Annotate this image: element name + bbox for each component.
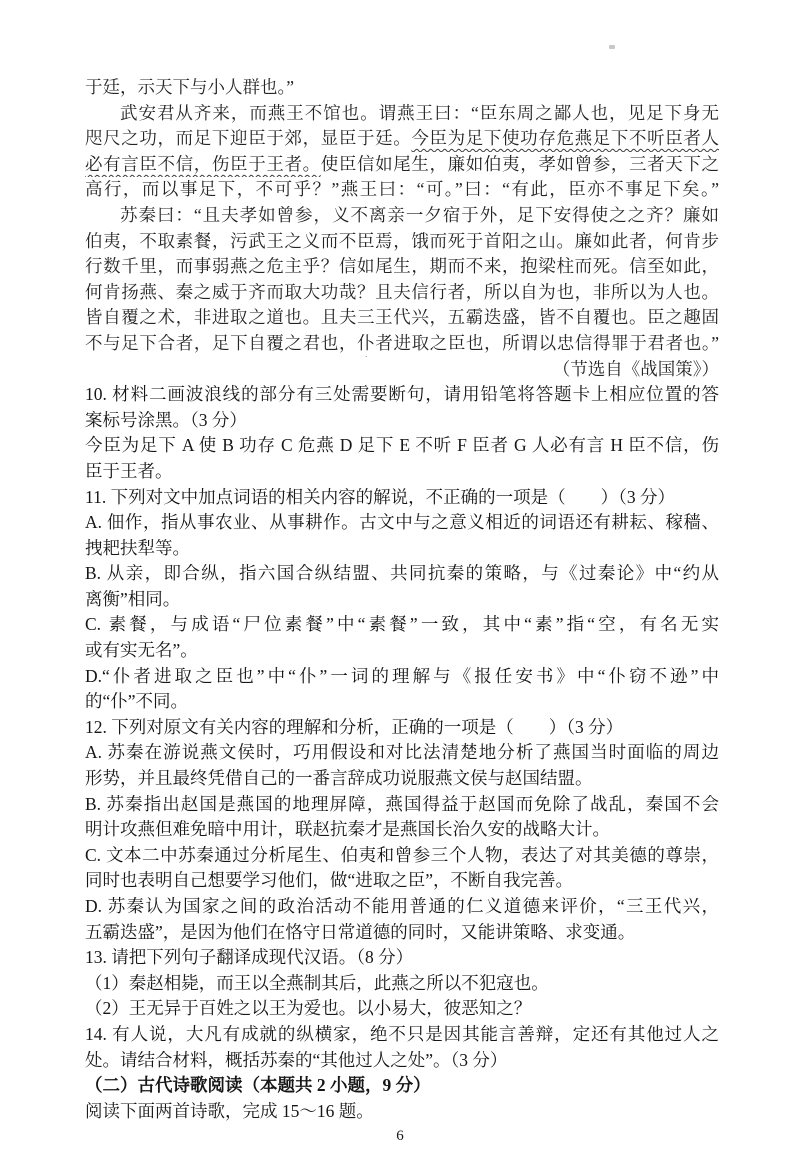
text-segment: 同时也表明自己想要学习他们，做“进取之臣”，不断自我完善。: [85, 870, 574, 891]
text-segment: 拽耙扶犁等。: [85, 537, 190, 558]
option-line: [85, 920, 719, 946]
passage-line: [85, 177, 719, 203]
option-line: [85, 561, 719, 587]
text-segment: 离衡”相同。: [85, 588, 181, 609]
passage-line: [85, 203, 719, 229]
option-line: [85, 587, 719, 613]
smudge-mark: [609, 45, 615, 49]
question-12-line: [85, 715, 719, 741]
passage-line: [85, 280, 719, 306]
text-segment: 使臣信如尾生，廉如伯夷，孝如曾参，三者天下之: [320, 153, 719, 174]
passage-line: [85, 101, 719, 127]
dots-segment: 仆: [357, 332, 376, 353]
text-segment: B. 苏秦指出赵国是燕国的地理屏障，燕国得益于赵国而免除了战乱，秦国不会: [85, 793, 719, 814]
text-segment: 10. 材料二画波浪线的部分有三处需要断句，请用铅笔将答题卡上相应位置的答: [85, 384, 719, 405]
text-segment: 于廷，示天下与小人群也。”: [85, 77, 295, 97]
question-13-line: [85, 945, 719, 971]
question-13-item: [85, 996, 719, 1022]
question-10-line: [85, 408, 719, 434]
passage-line: [85, 152, 719, 178]
option-line: [85, 612, 719, 638]
section-heading: [85, 1073, 719, 1099]
text-segment: 者进取之臣也，所谓以忠信得罪于君者也。”: [375, 332, 719, 353]
question-11-line: [85, 485, 719, 511]
text-segment: D.“仆者进取之臣也”中“仆”一词的理解与《报任安书》中“仆窃不逊”中: [85, 665, 719, 686]
text-segment: 13. 请把下列句子翻译成现代汉语。（8 分）: [85, 947, 414, 968]
option-line: [85, 843, 719, 869]
text-segment: （二）古代诗歌阅读（本题共 2 小题，9 分）: [85, 1075, 431, 1096]
option-line: [85, 792, 719, 818]
text-segment: 咫尺之功，而足下迎臣于郊，显臣于廷。: [85, 128, 412, 149]
option-line: [85, 868, 719, 894]
text-segment: 高行，而以事足下，不可乎？”燕王曰：“可。”曰：“有此，臣亦不事足下矣。”: [85, 179, 719, 200]
source-attribution: [85, 357, 719, 383]
text-segment: 明计攻燕但难免暗中用计，联赵抗秦才是燕国长治久安的战略大计。: [85, 819, 610, 840]
text-segment: 臣于王者。: [85, 460, 173, 481]
option-line: [85, 766, 719, 792]
text-segment: 或有实无名”。: [85, 640, 198, 661]
text-segment: （1）秦赵相毙，而王以全燕制其后，此燕之所以不犯寇也。: [85, 972, 549, 993]
text-segment: 处。请结合材料，概括苏秦的“其他过人之处”。（3 分）: [85, 1049, 508, 1070]
text-segment: C. 素餐，与成语“尸位素餐”中“素餐”一致，其中“素”指“空，有名无实: [85, 614, 719, 635]
question-13-item: [85, 971, 719, 997]
passage-line: [85, 331, 719, 357]
text-segment: 形势，并且最终凭借自己的一番言辞成功说服燕文侯与赵国结盟。: [85, 768, 593, 789]
option-line: [85, 536, 719, 562]
question-10-sentence: [85, 459, 719, 485]
text-segment: 11. 下列对文中加点词语的相关内容的解说，不正确的一项是（ ）（3 分）: [85, 486, 675, 507]
text-segment: 12. 下列对原文有关内容的理解和分析，正确的一项是（ ）（3 分）: [85, 716, 624, 737]
passage-line: [85, 305, 719, 331]
text-segment: 行数千里，而事弱燕之危主乎？信如尾生，期而不来，抱梁柱而死。信至如此，: [85, 256, 719, 277]
option-line: [85, 664, 719, 690]
text-segment: 五霸迭盛”，是因为他们在恪守日常道德的同时，又能讲策略、求变通。: [85, 921, 636, 942]
reading-instruction: [85, 1099, 719, 1125]
text-segment: A. 佃作，指从事农业、从事耕作。古文中与之意义相近的词语还有耕耘、稼穑、: [85, 512, 719, 533]
option-line: [85, 817, 719, 843]
wavy-segment: 必有言臣不信，伤臣于王者。: [85, 153, 321, 174]
text-segment: 14. 有人说，大凡有成就的纵横家，绝不只是因其能言善辩，定还有其他过人之: [85, 1023, 719, 1044]
text-segment: 不与足下合者，足下自覆之君也，: [85, 332, 358, 353]
text-segment: 今臣为足下 A 使 B 功存 C 危燕 D 足下 E 不听 F 臣者 G 人必有言 H 臣不信，伤: [85, 435, 719, 456]
text-segment: 案标号涂黑。（3 分）: [85, 409, 247, 430]
text-segment: 阅读下面两首诗歌，完成 15～16 题。: [85, 1100, 374, 1121]
text-segment: 皆自覆之术，非进取之道也。且夫三王代兴，五霸迭盛，皆不自覆也。臣之趣固: [85, 307, 719, 328]
passage-line: [85, 75, 719, 101]
option-line: [85, 638, 719, 664]
option-line: [85, 689, 719, 715]
page-number: 6: [396, 1128, 404, 1144]
text-segment: 武安君从齐来，而燕王不馆也。谓燕王曰：“臣东周之鄙人也，见足下身无: [120, 102, 719, 123]
question-14-line: [85, 1048, 719, 1074]
question-14-line: [85, 1022, 719, 1048]
passage-line: [85, 254, 719, 280]
option-line: [85, 740, 719, 766]
text-segment: 的“仆”不同。: [85, 691, 189, 712]
text-segment: （2）王无异于百姓之以王为爱也。以小易大，彼恶知之？: [85, 998, 532, 1019]
passage-line: [85, 126, 719, 152]
text-segment: ，污武王之义而不臣焉，饿而死于首阳之山。廉如此者，何肯步: [211, 230, 719, 251]
option-line: [85, 894, 719, 920]
question-10-line: [85, 382, 719, 408]
text-segment: A. 苏秦在游说燕文侯时，巧用假设和对比法清楚地分析了燕国当时面临的周边: [85, 742, 719, 763]
passage-line: [85, 229, 719, 255]
document-body: [85, 75, 719, 1124]
text-segment: B. 从亲，即合纵，指六国合纵结盟、共同抗秦的策略，与《过秦论》中“约从: [85, 563, 719, 584]
text-segment: 苏秦曰：“且夫孝如曾参，义不离亲一夕宿于外，足下安得使之之齐？廉如: [120, 204, 719, 225]
text-segment: 伯夷，不取: [85, 230, 176, 251]
text-segment: （节选自《战国策》）: [552, 358, 719, 379]
option-line: [85, 510, 719, 536]
dots-segment: 素餐: [175, 230, 212, 251]
text-segment: 何肯扬燕、秦之威于齐而取大功哉？且夫信行者，所以自为也，非所以为人也。: [85, 281, 719, 302]
question-10-sentence: [85, 433, 719, 459]
text-segment: D. 苏秦认为国家之间的政治活动不能用普通的仁义道德来评价，“三王代兴，: [85, 896, 719, 916]
wavy-segment: 今臣为足下使功存危燕足下不听臣者人: [411, 128, 719, 149]
text-segment: C. 文本二中苏秦通过分析尾生、伯夷和曾参三个人物，表达了对其美德的尊崇，: [85, 844, 719, 865]
